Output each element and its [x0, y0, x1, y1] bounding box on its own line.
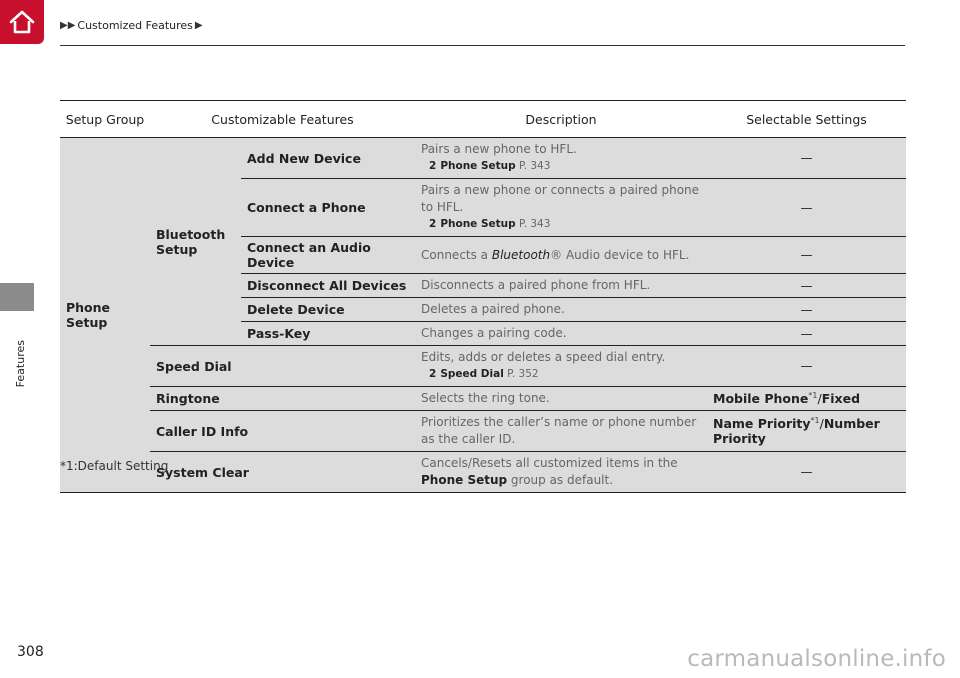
table-row — [60, 452, 906, 493]
reference-page: P. 343 — [519, 160, 551, 172]
feature-name: Pass-Key — [241, 322, 415, 346]
reference-arrow-icon: 2 — [429, 218, 437, 230]
reference-name: Phone Setup — [440, 160, 516, 172]
selectable-setting: — — [707, 274, 906, 298]
watermark-text: carmanualsonline.info — [687, 646, 946, 672]
home-icon — [8, 9, 36, 35]
breadcrumb-arrow-icon: ▶ — [194, 20, 203, 31]
breadcrumb-item[interactable]: Customized Features — [77, 19, 193, 32]
description-text: Connects a — [421, 247, 492, 262]
table-row — [60, 346, 906, 387]
selectable-setting: — — [707, 452, 906, 493]
description-text: group as default. — [507, 473, 614, 487]
reference-name: Speed Dial — [440, 368, 504, 380]
description-bold: Phone Setup — [421, 473, 508, 487]
selectable-setting — [707, 387, 906, 411]
column-header: Description — [415, 101, 707, 138]
reference-arrow-icon: 2 — [429, 368, 437, 380]
selectable-setting: — — [707, 322, 906, 346]
feature-name: Speed Dial — [150, 346, 415, 387]
selectable-setting: — — [707, 237, 906, 274]
selectable-setting: — — [707, 138, 906, 179]
selectable-setting: — — [707, 298, 906, 322]
cross-reference[interactable] — [421, 216, 701, 233]
feature-description — [415, 452, 707, 493]
header-divider — [60, 45, 905, 46]
table-row — [60, 387, 906, 411]
breadcrumb-arrow-icon: ▶▶ — [60, 20, 76, 31]
setting-option: Fixed — [821, 391, 861, 407]
subgroup-cell: Bluetooth Setup — [150, 138, 241, 346]
setup-group-cell: Phone Setup — [60, 138, 150, 493]
reference-name: Phone Setup — [440, 218, 516, 230]
description-text: Edits, adds or deletes a speed dial entry. — [421, 350, 666, 364]
feature-description: Prioritizes the caller’s name or phone number as the caller ID. — [415, 411, 707, 452]
setting-separator: / — [819, 416, 824, 432]
description-text: Pairs a new phone or connects a paired phone to HFL. — [421, 183, 700, 214]
column-header: Setup Group — [60, 101, 150, 138]
cross-reference[interactable] — [421, 158, 701, 175]
cross-reference[interactable] — [421, 366, 701, 383]
table-header-row — [60, 101, 906, 138]
page-number: 308 — [17, 644, 44, 660]
feature-description: Deletes a paired phone. — [415, 298, 707, 322]
section-tab[interactable] — [0, 283, 34, 311]
feature-name: Caller ID Info — [150, 411, 415, 452]
home-button[interactable] — [0, 0, 44, 44]
reference-page: P. 343 — [519, 218, 551, 230]
feature-description — [415, 138, 707, 179]
reference-arrow-icon: 2 — [429, 160, 437, 172]
feature-description — [415, 237, 707, 274]
feature-description: Disconnects a paired phone from HFL. — [415, 274, 707, 298]
footnote-marker: *1 — [810, 415, 820, 425]
column-header: Selectable Settings — [707, 101, 906, 138]
feature-name: Connect an Audio Device — [241, 237, 415, 274]
setting-separator: / — [817, 391, 822, 407]
reference-page: P. 352 — [507, 368, 539, 380]
feature-description: Selects the ring tone. — [415, 387, 707, 411]
footnote: *1:Default Setting — [60, 459, 169, 473]
feature-description — [415, 346, 707, 387]
feature-name: Ringtone — [150, 387, 415, 411]
selectable-setting: — — [707, 179, 906, 237]
description-text: ® Audio device to HFL. — [550, 247, 690, 262]
description-text: Pairs a new phone to HFL. — [421, 142, 577, 156]
table-row — [60, 411, 906, 452]
selectable-setting — [707, 411, 906, 452]
feature-description: Changes a pairing code. — [415, 322, 707, 346]
feature-description — [415, 179, 707, 237]
footnote-marker: *1 — [808, 390, 818, 400]
feature-name: Connect a Phone — [241, 179, 415, 237]
description-text: Cancels/Resets all customized items in the — [421, 456, 678, 470]
breadcrumb — [60, 19, 203, 32]
description-italic: Bluetooth — [491, 247, 551, 262]
feature-name: Delete Device — [241, 298, 415, 322]
feature-name: System Clear — [150, 452, 415, 493]
section-label: Features — [14, 340, 27, 388]
setting-option: Number Priority — [713, 416, 880, 447]
feature-name: Add New Device — [241, 138, 415, 179]
feature-name: Disconnect All Devices — [241, 274, 415, 298]
selectable-setting: — — [707, 346, 906, 387]
table-row — [60, 138, 906, 179]
setting-option: Mobile Phone — [713, 391, 809, 407]
column-header: Customizable Features — [150, 101, 415, 138]
setting-option: Name Priority — [713, 416, 811, 432]
customized-features-table — [60, 100, 906, 493]
